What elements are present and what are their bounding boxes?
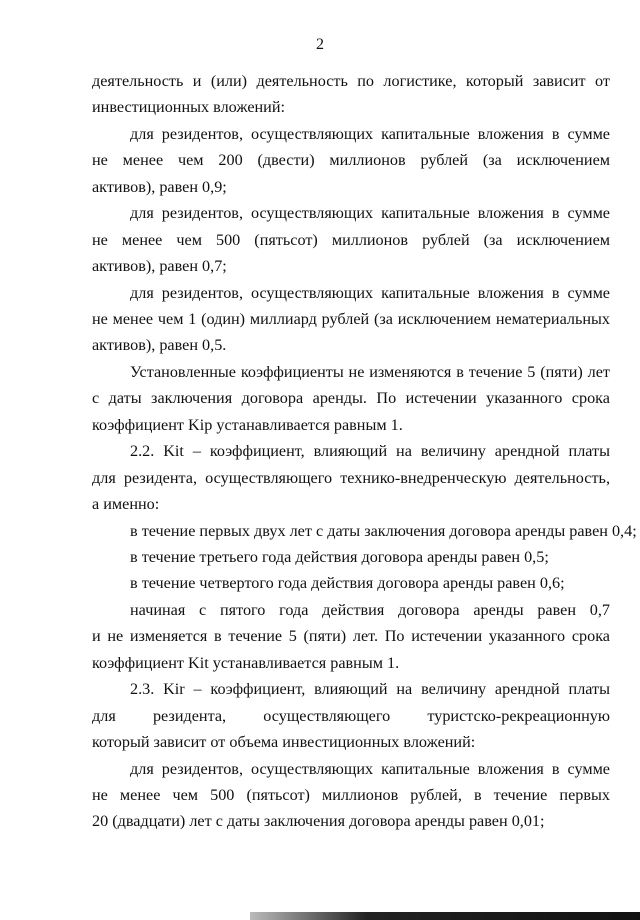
text-line: а именно: — [92, 495, 160, 514]
text-line: в течение третьего года действия договора аренды равен 0,5; — [130, 547, 549, 566]
text-line: 2.3. Kir – коэффициент, влияющий на величину арендной платы — [130, 680, 610, 699]
text-line: с даты заключения договора аренды. По истечении указанного срока — [92, 389, 610, 408]
page-number: 2 — [316, 36, 324, 53]
text-line: для резидентов, осуществляющих капитальные вложения в сумме — [130, 124, 610, 143]
text-line: 2.2. Kit – коэффициент, влияющий на величину арендной платы — [130, 442, 610, 461]
text-line: 20 (двадцати) лет с даты заключения договора аренды равен 0,01; — [92, 812, 545, 831]
text-line: для резидентов, осуществляющих капитальные вложения в сумме — [130, 204, 610, 223]
text-line: для резидентов, осуществляющих капитальные вложения в сумме — [130, 283, 610, 302]
text-line: активов), равен 0,7; — [92, 257, 227, 276]
text-line: коэффициент Kit устанавливается равным 1. — [92, 653, 400, 672]
text-line: не менее чем 1 (один) миллиард рублей (за исключением нематериальных — [92, 309, 610, 328]
text-line: не менее чем 500 (пятьсот) миллионов рублей, в течение первых — [92, 785, 610, 804]
text-line: активов), равен 0,5. — [92, 336, 227, 355]
text-line: начиная с пятого года действия договора аренды равен 0,7 — [130, 600, 610, 619]
text-line: Установленные коэффициенты не изменяются в течение 5 (пяти) лет — [130, 362, 610, 381]
text-line: активов), равен 0,9; — [92, 177, 227, 196]
text-line: в течение четвертого года действия договора аренды равен 0,6; — [130, 574, 565, 593]
text-line: для резидента, осуществляющего технико-внедренческую деятельность, — [92, 468, 610, 487]
document-body — [92, 68, 637, 835]
text-line: не менее чем 200 (двести) миллионов рублей (за исключением — [92, 151, 610, 170]
text-line: деятельность и (или) деятельность по логистике, который зависит от — [92, 72, 610, 90]
text-line: для резидента, осуществляющего туристско-рекреационную — [92, 706, 610, 725]
text-line: не менее чем 500 (пятьсот) миллионов рублей (за исключением — [92, 230, 610, 249]
text-line: для резидентов, осуществляющих капитальные вложения в сумме — [130, 759, 610, 778]
text-line: который зависит от объема инвестиционных вложений: — [92, 733, 476, 752]
text-line: и не изменяется в течение 5 (пяти) лет. По истечении указанного срока — [92, 627, 610, 646]
text-line: инвестиционных вложений: — [92, 98, 285, 117]
text-line: коэффициент Kip устанавливается равным 1. — [92, 415, 403, 434]
text-line: в течение первых двух лет с даты заключения договора аренды равен 0,4; — [130, 521, 637, 540]
scan-edge-artifact — [250, 912, 640, 920]
